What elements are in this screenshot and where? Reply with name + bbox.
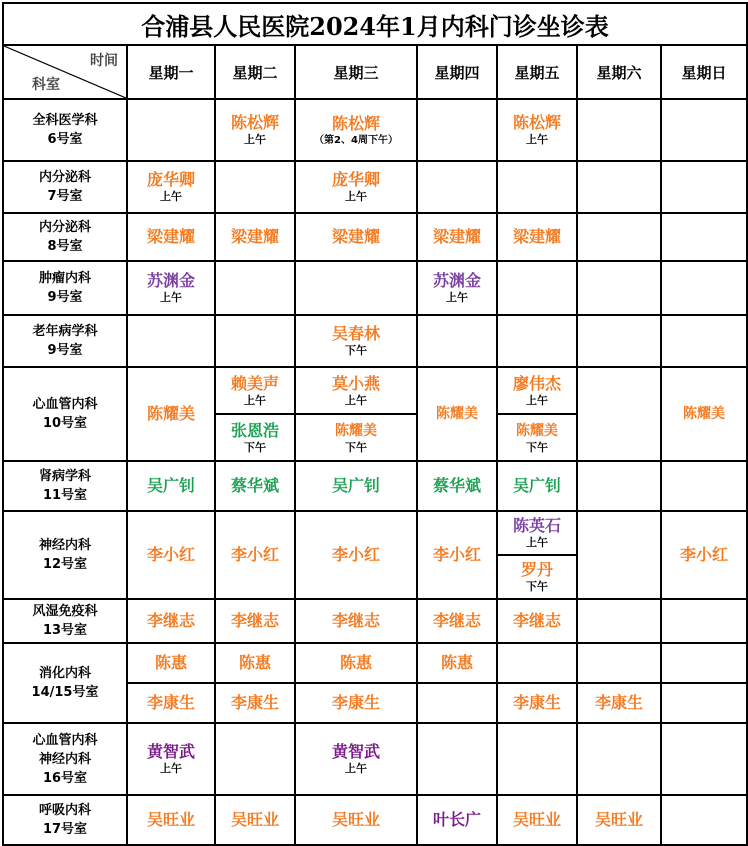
schedule-cell [215, 99, 295, 161]
schedule-cell [661, 511, 747, 599]
schedule-cell [661, 599, 747, 643]
schedule-cell [497, 161, 577, 213]
schedule-cell [577, 795, 661, 845]
doctor-name: 李康生 [512, 693, 561, 712]
schedule-cell [127, 599, 215, 643]
schedule-cell [295, 599, 417, 643]
doctor-name: 陈耀美 [516, 422, 558, 439]
doctor-name: 吴旺业 [331, 810, 380, 829]
week-note: （第2、4周下午） [314, 134, 398, 146]
schedule-cell [417, 161, 497, 213]
schedule-cell [497, 461, 577, 511]
room-number: 13号室 [42, 623, 88, 638]
schedule-cell [295, 213, 417, 261]
dept-name: 肾病学科 [38, 469, 91, 484]
schedule-cell [577, 367, 661, 461]
doctor-name: 吴春林 [331, 324, 380, 343]
schedule-cell [295, 315, 417, 367]
day-header-mon: 星期一 [127, 45, 215, 99]
doctor-name: 李康生 [594, 693, 643, 712]
table-row [3, 599, 747, 643]
schedule-cell [497, 213, 577, 261]
doctor-name: 李康生 [230, 693, 279, 712]
doctor-name: 廖伟杰 [512, 373, 561, 393]
schedule-cell [295, 795, 417, 845]
schedule-cell [497, 261, 577, 315]
schedule-cell [497, 643, 577, 683]
doctor-name: 陈松辉 [512, 113, 561, 132]
schedule-cell [295, 261, 417, 315]
doctor-name: 庞华卿 [146, 170, 195, 189]
schedule-table [2, 2, 748, 846]
dept-cell [3, 461, 127, 511]
schedule-cell [295, 99, 417, 161]
doctor-name: 莫小燕 [331, 373, 380, 393]
schedule-cell [127, 643, 215, 683]
doctor-name: 李小红 [432, 545, 481, 564]
schedule-cell [417, 643, 497, 683]
day-header-fri: 星期五 [497, 45, 577, 99]
schedule-cell [215, 161, 295, 213]
schedule-cell [295, 643, 417, 683]
schedule-cell [215, 367, 295, 461]
dept-name: 神经内科 [38, 751, 91, 767]
schedule-cell [577, 461, 661, 511]
schedule-cell [497, 599, 577, 643]
schedule-cell [295, 683, 417, 723]
doctor-name: 李继志 [512, 611, 561, 630]
dept-name: 老年病学科 [32, 324, 98, 339]
dept-cell [3, 795, 127, 845]
doctor-name: 梁建耀 [331, 227, 380, 246]
doctor-name: 梁建耀 [432, 227, 481, 246]
doctor-name: 李小红 [230, 545, 279, 564]
dept-cell [3, 315, 127, 367]
doctor-name: 李小红 [679, 545, 728, 564]
dept-cell [3, 511, 127, 599]
day-header-thu: 星期四 [417, 45, 497, 99]
schedule-cell [215, 511, 295, 599]
dept-name: 心血管内科 [32, 397, 98, 412]
doctor-name: 吴旺业 [594, 810, 643, 829]
doctor-name: 蔡华斌 [432, 476, 481, 495]
room-number: 6号室 [47, 132, 83, 147]
schedule-cell [661, 683, 747, 723]
doctor-name: 陈耀美 [146, 404, 195, 423]
time-slot: 下午 [345, 344, 367, 357]
room-number: 17号室 [42, 822, 88, 837]
doctor-name: 李继志 [331, 611, 380, 630]
time-slot: 上午 [345, 762, 367, 775]
schedule-cell [417, 367, 497, 461]
table-row [3, 795, 747, 845]
time-slot: 上午 [244, 133, 266, 146]
table-row [3, 315, 747, 367]
schedule-cell [497, 315, 577, 367]
schedule-cell [127, 99, 215, 161]
schedule-cell [295, 367, 417, 461]
schedule-cell [127, 511, 215, 599]
schedule-cell [661, 795, 747, 845]
time-slot: 下午 [526, 580, 548, 593]
doctor-name: 吴旺业 [512, 810, 561, 829]
doctor-name: 庞华卿 [331, 170, 380, 189]
doctor-name: 黄智武 [146, 742, 195, 761]
room-number: 9号室 [47, 343, 83, 358]
doctor-name: 陈松辉 [331, 113, 380, 133]
schedule-cell [497, 511, 577, 599]
schedule-cell [417, 683, 497, 723]
dept-cell [3, 723, 127, 795]
doctor-name: 陈耀美 [436, 406, 478, 422]
schedule-cell [577, 511, 661, 599]
schedule-cell [215, 683, 295, 723]
doctor-name: 李康生 [146, 693, 195, 712]
time-slot: 上午 [160, 762, 182, 775]
schedule-cell [215, 643, 295, 683]
doctor-name: 吴广钊 [331, 476, 380, 495]
time-slot: 下午 [526, 440, 548, 454]
dept-name: 神经内科 [38, 538, 91, 553]
doctor-name: 赖美声 [230, 373, 279, 393]
schedule-cell [417, 511, 497, 599]
schedule-cell [661, 315, 747, 367]
dept-name: 消化内科 [38, 666, 91, 681]
table-row [3, 161, 747, 213]
doctor-name: 李继志 [146, 611, 195, 630]
dept-name: 内分泌科 [38, 220, 91, 235]
dept-name: 呼吸内科 [38, 803, 91, 818]
schedule-cell [661, 367, 747, 461]
schedule-cell [577, 643, 661, 683]
schedule-cell [127, 261, 215, 315]
schedule-cell [497, 723, 577, 795]
schedule-cell [127, 315, 215, 367]
schedule-cell [127, 683, 215, 723]
doctor-name: 苏渊金 [432, 271, 481, 290]
schedule-cell [215, 599, 295, 643]
schedule-cell [215, 723, 295, 795]
dept-cell [3, 643, 127, 723]
doctor-name: 陈惠 [154, 653, 187, 672]
dept-name: 肿瘤内科 [38, 271, 91, 286]
schedule-cell [497, 683, 577, 723]
schedule-cell [661, 643, 747, 683]
room-number: 7号室 [47, 189, 83, 204]
doctor-name: 吴旺业 [230, 810, 279, 829]
schedule-cell [577, 599, 661, 643]
schedule-cell [417, 723, 497, 795]
doctor-name: 陈英石 [512, 516, 561, 535]
time-slot: 上午 [446, 291, 468, 304]
schedule-cell [661, 461, 747, 511]
schedule-cell [497, 367, 577, 461]
day-header-tue: 星期二 [215, 45, 295, 99]
schedule-cell [661, 161, 747, 213]
schedule-cell [661, 213, 747, 261]
doctor-name: 陈惠 [440, 653, 473, 672]
schedule-cell [215, 261, 295, 315]
doctor-name: 李小红 [146, 545, 195, 564]
time-slot: 上午 [526, 393, 548, 407]
doctor-name: 蔡华斌 [230, 476, 279, 495]
schedule-cell [577, 99, 661, 161]
schedule-cell [417, 261, 497, 315]
time-slot: 上午 [160, 291, 182, 304]
corner-dept-label: 科室 [32, 77, 60, 93]
doctor-name: 叶长广 [432, 810, 481, 829]
schedule-cell [295, 161, 417, 213]
schedule-cell [417, 795, 497, 845]
schedule-cell [127, 461, 215, 511]
schedule-cell [577, 683, 661, 723]
doctor-name: 吴广钊 [512, 476, 561, 495]
schedule-sheet [2, 2, 746, 842]
schedule-cell [127, 161, 215, 213]
doctor-name: 李继志 [432, 611, 481, 630]
doctor-name: 苏渊金 [146, 271, 195, 290]
schedule-cell [295, 511, 417, 599]
time-slot: 下午 [345, 440, 367, 454]
room-number: 14/15号室 [31, 685, 99, 700]
schedule-cell [215, 315, 295, 367]
schedule-cell [577, 723, 661, 795]
table-row [3, 643, 747, 683]
doctor-name: 陈松辉 [230, 113, 279, 132]
day-header-sat: 星期六 [577, 45, 661, 99]
schedule-cell [497, 795, 577, 845]
doctor-name: 陈惠 [339, 653, 372, 672]
dept-name: 全科医学科 [32, 113, 98, 128]
schedule-cell [127, 795, 215, 845]
day-header-sun: 星期日 [661, 45, 747, 99]
schedule-cell [127, 213, 215, 261]
schedule-cell [215, 795, 295, 845]
doctor-name: 吴广钊 [146, 476, 195, 495]
doctor-name: 罗丹 [520, 560, 553, 579]
table-row [3, 261, 747, 315]
dept-name: 心血管内科 [32, 732, 98, 748]
page-title: 合浦县人民医院2024年1月内科门诊坐诊表 [3, 3, 747, 45]
schedule-cell [577, 213, 661, 261]
dept-name: 风湿免疫科 [32, 604, 98, 619]
schedule-cell [577, 315, 661, 367]
room-number: 16号室 [42, 770, 88, 786]
time-slot: 下午 [244, 440, 266, 454]
room-number: 8号室 [47, 239, 83, 254]
schedule-cell [417, 461, 497, 511]
doctor-name: 李小红 [331, 545, 380, 564]
time-slot: 上午 [526, 133, 548, 146]
room-number: 9号室 [47, 290, 83, 305]
time-slot: 上午 [345, 393, 367, 407]
schedule-cell [127, 723, 215, 795]
room-number: 12号室 [42, 557, 88, 572]
table-row [3, 461, 747, 511]
schedule-cell [417, 315, 497, 367]
room-number: 11号室 [42, 488, 88, 503]
schedule-cell [661, 261, 747, 315]
doctor-name: 梁建耀 [512, 227, 561, 246]
schedule-cell [497, 99, 577, 161]
schedule-cell [661, 99, 747, 161]
doctor-name: 李康生 [331, 693, 380, 712]
schedule-cell [577, 261, 661, 315]
schedule-cell [215, 461, 295, 511]
time-slot: 上午 [526, 536, 548, 549]
table-row [3, 367, 747, 461]
day-header-wed: 星期三 [295, 45, 417, 99]
doctor-name: 陈惠 [238, 653, 271, 672]
doctor-name: 黄智武 [331, 742, 380, 761]
table-row [3, 723, 747, 795]
table-row [3, 511, 747, 599]
dept-cell [3, 99, 127, 161]
dept-cell [3, 213, 127, 261]
corner-time-label: 时间 [90, 53, 118, 69]
room-number: 10号室 [42, 416, 88, 431]
schedule-cell [417, 99, 497, 161]
time-slot: 上午 [345, 190, 367, 203]
schedule-cell [295, 461, 417, 511]
table-row [3, 99, 747, 161]
schedule-cell [295, 723, 417, 795]
time-slot: 上午 [160, 190, 182, 203]
corner-header [3, 45, 127, 99]
dept-cell [3, 161, 127, 213]
doctor-name: 陈耀美 [683, 406, 725, 422]
dept-cell [3, 367, 127, 461]
dept-name: 内分泌科 [38, 170, 91, 185]
table-row [3, 213, 747, 261]
doctor-name: 吴旺业 [146, 810, 195, 829]
doctor-name: 陈耀美 [335, 422, 377, 439]
dept-cell [3, 599, 127, 643]
doctor-name: 张恩浩 [230, 420, 279, 440]
dept-cell [3, 261, 127, 315]
schedule-cell [417, 599, 497, 643]
schedule-cell [577, 161, 661, 213]
schedule-cell [215, 213, 295, 261]
doctor-name: 梁建耀 [230, 227, 279, 246]
doctor-name: 李继志 [230, 611, 279, 630]
schedule-cell [417, 213, 497, 261]
time-slot: 上午 [244, 393, 266, 407]
schedule-cell [127, 367, 215, 461]
doctor-name: 梁建耀 [146, 227, 195, 246]
schedule-cell [661, 723, 747, 795]
